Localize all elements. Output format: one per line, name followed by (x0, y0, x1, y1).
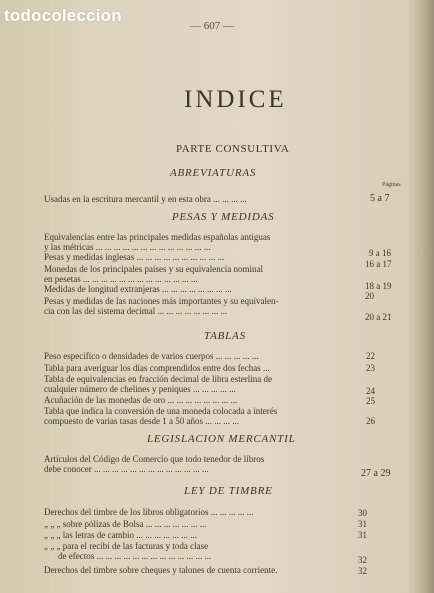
index-entry: en pesetas ... ... ... ... ... ... ... ... ... ... ... ... ... (44, 274, 198, 284)
section-heading: LEY DE TIMBRE (184, 485, 273, 497)
index-entry: „ „ „ sobre pólizas de Bolsa ... ... ... ... ... ... ... (44, 519, 207, 529)
index-entry: debe conocer ... ... ... ... ... ... ... ... ... ... ... ... ... (44, 464, 209, 474)
index-entry: Derechos del timbre sobre cheques y talones de cuenta corriente. (44, 565, 278, 575)
entry-page: 22 (366, 351, 375, 361)
page-title: INDICE (184, 86, 287, 113)
index-entry: Peso específico o densidades de varios cuerpos ... ... ... ... ... (44, 351, 259, 361)
index-entry: Usadas en la escritura mercantil y en esta obra ... ... ... ... (44, 194, 247, 204)
index-entry: „ „ „ las letras de cambio ... ... ... ... ... ... ... (44, 530, 197, 540)
index-entry: cualquier número de chelines y peniques ... ... ... ... ... (44, 384, 236, 394)
index-entry: cia con las del sistema decimal ... ... ... ... ... ... ... ... (44, 306, 228, 316)
index-entry: Tabla para averiguar los días comprendidos entre dos fechas ... (44, 363, 270, 373)
entry-page: 20 a 21 (365, 312, 392, 322)
index-entry: y las métricas ... ... ... ... ... ... ... ... ... ... ... ... ... (44, 242, 211, 252)
watermark: todocoleccion (4, 6, 122, 25)
section-heading: LEGISLACION MERCANTIL (147, 433, 296, 445)
entry-page: 26 (366, 416, 375, 426)
index-entry: Pesas y medidas de las naciones más importantes y su equivalen- (44, 296, 279, 306)
page-edge-shadow (408, 0, 434, 593)
entry-page: 30 (358, 508, 367, 518)
entry-page: 31 (358, 530, 367, 540)
entry-page: 5 a 7 (370, 193, 390, 204)
entry-page: 31 (358, 519, 367, 529)
part-title: PARTE CONSULTIVA (176, 143, 290, 155)
entry-page: 25 (366, 396, 375, 406)
section-heading: TABLAS (204, 330, 246, 342)
index-entry: Pesas y medidas inglesas ... ... ... ... ... ... ... ... ... ... (44, 252, 225, 262)
index-entry: Derechos del timbre de los libros obligatorios ... ... ... ... ... (44, 507, 254, 517)
entry-page: 23 (366, 363, 375, 373)
index-entry: Medidas de longitud extranjeras ... ... ... ... ... ... ... ... (44, 284, 232, 294)
index-entry: compuesto de varias tasas desde 1 a 50 años ... ... ... ... (44, 416, 239, 426)
section-heading: ABREVIATURAS (170, 167, 257, 179)
index-entry: Artículos del Código de Comercio que todo tenedor de libros (44, 454, 265, 464)
entry-page: 16 a 17 (365, 259, 392, 269)
entry-page: 20 (365, 291, 374, 301)
index-entry: Tabla que indica la conversión de una moneda colocada a interés (44, 406, 278, 416)
entry-page: 27 a 29 (361, 468, 391, 479)
entry-page: 24 (366, 386, 375, 396)
entry-page: 32 (358, 566, 367, 576)
section-heading: PESAS Y MEDIDAS (172, 211, 275, 223)
entry-page: 9 a 16 (369, 248, 391, 258)
pages-column-header: Páginas (382, 182, 401, 188)
index-entry: Equivalencias entre las principales medidas españolas antiguas (44, 232, 271, 242)
index-entry: de efectos ... ... ... ... ... ... ... ... ... ... ... ... ... (58, 551, 212, 561)
index-entry: Monedas de los principales países y su equivalencia nominal (44, 264, 263, 274)
entry-page: 32 (358, 555, 367, 565)
index-entry: Tabla de equivalencias en fracción decimal de libra esterlina de (44, 374, 273, 384)
entry-page: 18 a 19 (365, 281, 392, 291)
index-entry: Acuñación de las monedas de oro ... ... ... ... ... ... ... ... (44, 395, 238, 405)
index-entry: „ „ „ para el recibí de las facturas y toda clase (44, 541, 209, 551)
page-number: — 607 — (190, 20, 234, 32)
